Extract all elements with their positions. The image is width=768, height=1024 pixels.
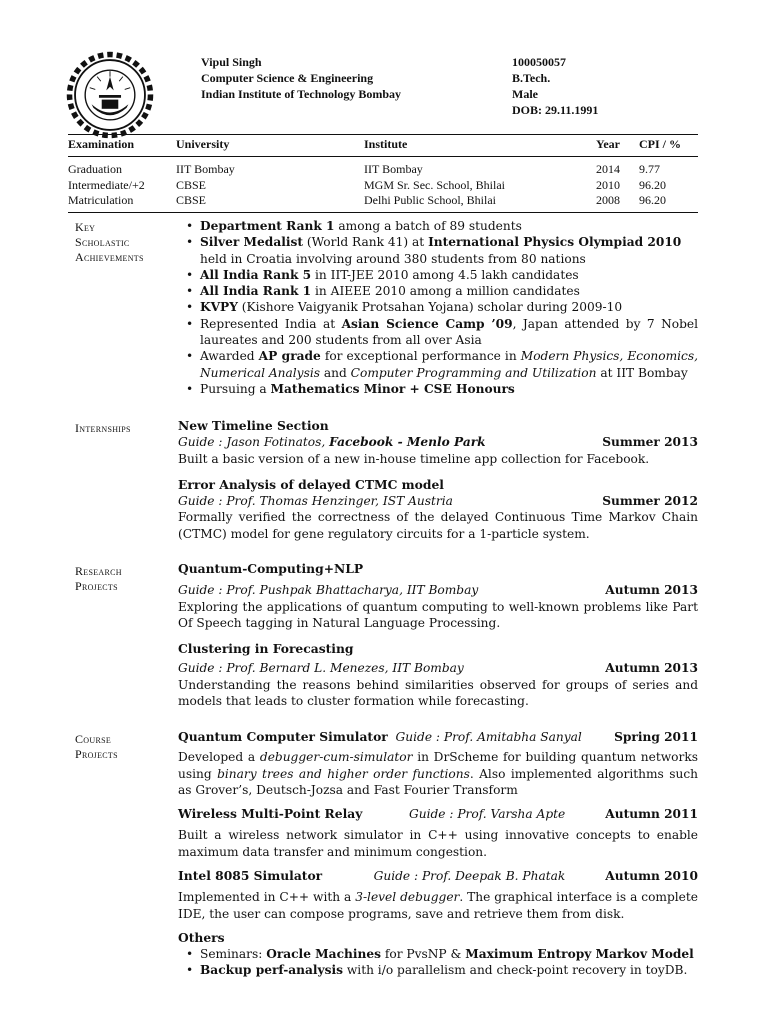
col-header: Year <box>596 135 639 157</box>
entry-org: Facebook - Menlo Park <box>329 435 486 450</box>
entry-guide: Guide : Prof. Deepak B. Phatak <box>373 869 566 884</box>
entry-guide: Guide : Jason Fotinatos, <box>178 435 330 450</box>
cell: IIT Bombay <box>364 162 423 176</box>
department: Computer Science & Engineering <box>201 71 374 85</box>
list-item: • KVPY (Kishore Vaigyanik Protsahan Yojana) scholar during 2009-10 <box>186 299 698 315</box>
header-left <box>201 54 401 102</box>
entry-head <box>178 729 698 745</box>
entry-title: Quantum-Computing+NLP <box>178 561 364 576</box>
course-block <box>178 729 698 946</box>
section-label-line: Course <box>75 732 112 746</box>
table-header-row <box>68 135 698 157</box>
entry-term: Summer 2013 <box>602 435 698 450</box>
list-item: • Department Rank 1 among a batch of 89 students <box>186 218 698 234</box>
entry-desc: Built a basic version of a new in-house timeline app collection for Facebook. <box>178 451 650 466</box>
achievements-list <box>186 218 698 397</box>
entry-term: Autumn 2011 <box>605 807 698 822</box>
list-item: • All India Rank 1 in AIEEE 2010 among a million candidates <box>186 283 698 299</box>
table-row <box>68 157 698 178</box>
section-label-line: Research <box>75 564 122 578</box>
list-item: • Seminars: Oracle Machines for PvsNP & Maximum Entropy Markov Model <box>186 946 698 962</box>
section-label-achievements <box>75 220 144 265</box>
entry-meta <box>178 493 698 509</box>
iit-bombay-logo <box>64 49 156 141</box>
cell: CBSE <box>176 177 207 192</box>
roll-number: 100050057 <box>512 55 566 69</box>
cell: IIT Bombay <box>176 162 235 176</box>
table-row <box>68 193 698 212</box>
entry-title: Error Analysis of delayed CTMC model <box>178 476 444 492</box>
section-label-course <box>75 732 118 762</box>
entry-term: Autumn 2013 <box>605 661 698 676</box>
list-item: • Backup perf-analysis with i/o parallelism and check-point recovery in toyDB. <box>186 962 698 978</box>
internships-block <box>178 418 698 542</box>
section-label-line: Achievements <box>75 250 144 264</box>
entry-term: Spring 2011 <box>614 730 698 744</box>
list-item: • Represented India at Asian Science Camp ’09, Japan attended by 7 Nobel laureates and 200 students from all over Asia <box>186 316 698 349</box>
degree: B.Tech. <box>512 71 551 85</box>
list-item: • Awarded AP grade for exceptional performance in Modern Physics, Economics, Numerical Analysis and Computer Programming and Utilization at IIT Bombay <box>186 348 698 381</box>
entry-desc: Built a wireless network simulator in C++ using innovative concepts to enable maximum data transfer and minimum congestion. <box>178 828 698 859</box>
entry-guide: Guide : Prof. Thomas Henzinger, IST Austria <box>178 494 453 509</box>
others-title: Others <box>178 929 225 945</box>
institute: Indian Institute of Technology Bombay <box>201 87 402 101</box>
header-right <box>512 54 598 118</box>
cell: 9.77 <box>639 162 660 176</box>
entry-guide: Guide : Prof. Pushpak Bhattacharya, IIT Bombay <box>178 583 479 598</box>
col-header: University <box>176 135 364 157</box>
list-item: • All India Rank 5 in IIT-JEE 2010 among 4.5 lakh candidates <box>186 267 698 283</box>
research-block <box>178 561 698 709</box>
entry-term: Autumn 2013 <box>605 583 698 598</box>
entry-desc: Implemented in C++ with a 3-level debugger. The graphical interface is a complete IDE, the user can compose programs, save and retrieve them from disk. <box>178 890 698 921</box>
entry-title: Wireless Multi-Point Relay <box>178 806 363 822</box>
col-header: CPI / % <box>639 135 698 157</box>
student-name: Vipul Singh <box>201 55 262 69</box>
others-list <box>186 946 698 979</box>
col-header: Institute <box>364 135 596 157</box>
entry-guide: Guide : Prof. Amitabha Sanyal <box>395 730 582 744</box>
entry-title: Quantum Computer Simulator <box>178 729 388 744</box>
table-row <box>68 178 698 194</box>
gender: Male <box>512 87 538 101</box>
cell: 96.20 <box>639 177 666 192</box>
entry-meta <box>178 434 698 450</box>
list-item: • Pursuing a Mathematics Minor + CSE Honours <box>186 381 698 397</box>
cell: Matriculation <box>68 193 176 212</box>
entry-desc: Formally verified the correctness of the delayed Continuous Time Markov Chain (CTMC) model for gene regulatory circuits for a 1-particle system. <box>178 510 698 541</box>
entry-term: Autumn 2010 <box>605 869 698 884</box>
entry-title: Intel 8085 Simulator <box>178 868 323 884</box>
cell: 2014 <box>596 162 620 176</box>
entry-term: Summer 2012 <box>602 494 698 509</box>
cell: 2010 <box>596 177 620 192</box>
education-table <box>68 134 698 213</box>
section-label-line: Projects <box>75 579 118 593</box>
entry-desc: Understanding the reasons behind similarities observed for groups of series and models that leads to cluster formation while forecasting. <box>178 677 698 709</box>
section-label-internships: Internships <box>75 421 131 435</box>
entry-head <box>178 806 698 822</box>
cell: 2008 <box>596 193 639 212</box>
section-label-line: Scholastic <box>75 235 130 249</box>
entry-desc: Developed a debugger-cum-simulator in DrScheme for building quantum networks using binary trees and higher order functions. Also implemented algorithms such as Grover’s, Deutsch-Jozsa and Fast Fourier Transform <box>178 750 698 797</box>
section-label-line: Projects <box>75 747 118 761</box>
entry-meta <box>178 582 698 598</box>
dob: DOB: 29.11.1991 <box>512 103 599 117</box>
entry-desc: Exploring the applications of quantum computing to well-known problems like Part Of Speech tagging in Natural Language Processing. <box>178 599 698 630</box>
section-label-line: Key <box>75 220 96 234</box>
entry-head <box>178 868 698 884</box>
cell: Intermediate/+2 <box>68 177 145 192</box>
entry-title: Clustering in Forecasting <box>178 641 354 657</box>
entry-meta <box>178 660 698 676</box>
col-header: Examination <box>68 135 176 157</box>
section-label-research <box>75 564 122 594</box>
entry-title: New Timeline Section <box>178 418 329 433</box>
cell: Delhi Public School, Bhilai <box>364 193 596 212</box>
cell: MGM Sr. Sec. School, Bhilai <box>364 177 506 192</box>
entry-guide: Guide : Prof. Varsha Apte <box>408 807 566 822</box>
entry-guide: Guide : Prof. Bernard L. Menezes, IIT Bombay <box>178 661 464 676</box>
list-item: • Silver Medalist (World Rank 41) at International Physics Olympiad 2010 held in Croatia involving around 380 students from 80 nations <box>186 234 698 267</box>
cell: Graduation <box>68 162 122 176</box>
cell: CBSE <box>176 193 364 212</box>
cell: 96.20 <box>639 193 698 212</box>
